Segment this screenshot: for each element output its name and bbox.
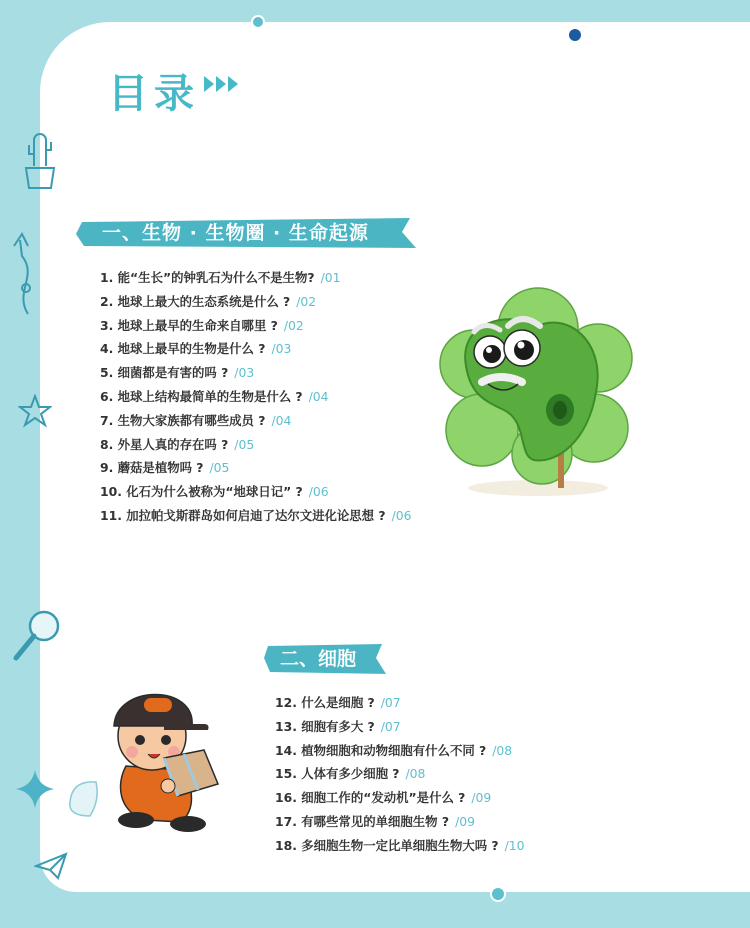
page-number: /06 [308, 484, 329, 500]
sparkle-icon [14, 768, 56, 810]
paper-plane-icon [34, 852, 68, 880]
section-heading [76, 216, 416, 250]
toc-item[interactable]: 1. 能“生长”的钟乳石为什么不是生物? /01 [100, 270, 341, 285]
page-number: /07 [380, 695, 401, 710]
pin-icon [250, 14, 266, 30]
pin-icon [489, 885, 507, 903]
toc-list [275, 691, 525, 858]
page-number: /08 [405, 766, 426, 782]
toc-item[interactable]: 3. 地球上最早的生命来自哪里 ? /02 [100, 317, 304, 333]
page-number: /04 [271, 412, 292, 428]
toc-item[interactable]: 8. 外星人真的存在吗 ? /05 [100, 436, 255, 452]
section-heading-text: 一、生物 · 生物圈 · 生命起源 [102, 222, 369, 244]
toc-item[interactable]: 5. 细菌都是有害的吗 ? /03 [100, 365, 255, 381]
page-number: /08 [492, 742, 513, 758]
triple-arrow-icon [204, 76, 240, 92]
magnifier-icon [10, 606, 64, 666]
toc-item[interactable]: 12. 什么是细胞 ? /07 [275, 695, 401, 710]
toc-item[interactable]: 10. 化石为什么被称为“地球日记” ? /06 [100, 484, 329, 500]
toc-item[interactable]: 16. 细胞工作的“发动机”是什么 ? /09 [275, 790, 492, 806]
page-number: /09 [471, 790, 492, 806]
pin-icon [566, 26, 584, 44]
page-number: /03 [234, 365, 255, 381]
page-number: /04 [308, 388, 329, 404]
page-number: /10 [504, 837, 525, 853]
arrow-icon [10, 232, 44, 316]
page-number: /05 [234, 436, 255, 452]
toc-item[interactable]: 6. 地球上结构最简单的生物是什么 ? /04 [100, 388, 329, 404]
toc-item[interactable]: 14. 植物细胞和动物细胞有什么不同 ? /08 [275, 742, 513, 758]
toc-item[interactable]: 4. 地球上最早的生物是什么 ? /03 [100, 341, 292, 357]
toc-item[interactable]: 9. 蘑菇是植物吗 ? /05 [100, 460, 230, 476]
toc-item[interactable]: 13. 细胞有多大 ? /07 [275, 718, 401, 734]
cell-character-illustration [438, 282, 638, 498]
page-number: /02 [283, 317, 304, 333]
page-number: /05 [209, 460, 230, 476]
page-number: /01 [320, 270, 341, 285]
page-number: /03 [271, 341, 292, 357]
page-number: /09 [455, 813, 476, 829]
delivery-boy-illustration [56, 674, 256, 834]
section-heading-text: 二、细胞 [280, 648, 357, 670]
toc-list [100, 266, 412, 528]
page-number: /06 [391, 507, 412, 523]
toc-item[interactable]: 7. 生物大家族都有哪些成员 ? /04 [100, 412, 292, 428]
toc-item[interactable]: 2. 地球上最大的生态系统是什么 ? /02 [100, 293, 317, 309]
page-number: /07 [380, 718, 401, 734]
star-icon [18, 394, 52, 428]
section-heading [264, 642, 386, 676]
toc-item[interactable]: 15. 人体有多少细胞 ? /08 [275, 766, 426, 782]
page-number: /02 [296, 293, 317, 309]
toc-item[interactable]: 11. 加拉帕戈斯群岛如何启迪了达尔文进化论思想 ? /06 [100, 507, 412, 523]
cactus-icon [18, 126, 62, 192]
toc-item[interactable]: 18. 多细胞生物一定比单细胞生物大吗 ? /10 [275, 837, 525, 853]
toc-item[interactable]: 17. 有哪些常见的单细胞生物 ? /09 [275, 813, 476, 829]
page-title: 目录 [108, 71, 200, 117]
